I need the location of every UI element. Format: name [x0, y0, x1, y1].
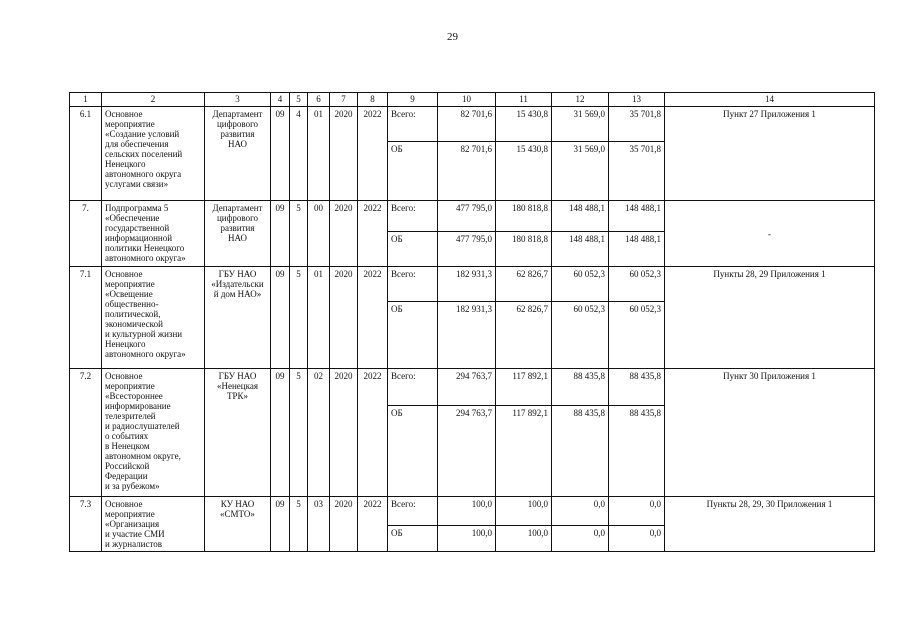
header-cell: 5	[290, 93, 308, 107]
code-5: 5	[290, 369, 308, 497]
amount-total: 477 795,0	[438, 201, 496, 232]
amount-2022: 148 488,1	[609, 201, 665, 232]
amount-2020: 15 430,8	[496, 107, 552, 142]
code-5: 5	[290, 497, 308, 552]
amount-2021: 31 569,0	[552, 142, 609, 201]
amount-2021: 88 435,8	[552, 369, 609, 406]
executor: Департамент цифрового развития НАО	[205, 107, 271, 201]
amount-2022: 35 701,8	[609, 142, 665, 201]
measure-name: Основное мероприятие «Всестороннее информирование телезрителей и радиослушателей о событиях в Ненецком автономном округе, Российской Федерации и за рубежом»	[102, 369, 205, 497]
measure-name: Основное мероприятие «Организация и участие СМИ и журналистов	[102, 497, 205, 552]
year-start: 2020	[330, 267, 358, 369]
table-row	[70, 369, 875, 406]
amount-2022: 148 488,1	[609, 232, 665, 267]
amount-total: 294 763,7	[438, 406, 496, 497]
header-cell: 9	[388, 93, 438, 107]
header-cell: 4	[271, 93, 290, 107]
amount-2022: 60 052,3	[609, 267, 665, 302]
measure-name: Основное мероприятие «Создание условий для обеспечения сельских поселений Ненецкого автономного округа услугами связи»	[102, 107, 205, 201]
amount-2020: 62 826,7	[496, 302, 552, 369]
header-cell: 12	[552, 93, 609, 107]
year-start: 2020	[330, 107, 358, 201]
code-4: 09	[271, 267, 290, 369]
code-4: 09	[271, 497, 290, 552]
amount-2021: 148 488,1	[552, 201, 609, 232]
note: Пункты 28, 29 Приложения 1	[665, 267, 875, 369]
executor: ГБУ НАО «Ненецкая ТРК»	[205, 369, 271, 497]
amount-total: 82 701,6	[438, 142, 496, 201]
row-number: 7.1	[70, 267, 102, 369]
code-4: 09	[271, 107, 290, 201]
amount-2021: 148 488,1	[552, 232, 609, 267]
table-row	[70, 201, 875, 232]
amount-2022: 0,0	[609, 525, 665, 551]
year-end: 2022	[358, 267, 388, 369]
header-cell: 1	[70, 93, 102, 107]
executor: КУ НАО «СМТО»	[205, 497, 271, 552]
header-cell: 2	[102, 93, 205, 107]
amount-2020: 15 430,8	[496, 142, 552, 201]
amount-2020: 117 892,1	[496, 369, 552, 406]
amount-total: 82 701,6	[438, 107, 496, 142]
header-cell: 7	[330, 93, 358, 107]
amount-2021: 0,0	[552, 497, 609, 526]
year-start: 2020	[330, 201, 358, 267]
table-row	[70, 107, 875, 142]
page-number: 29	[447, 31, 458, 43]
row-number: 7.	[70, 201, 102, 267]
table-row	[70, 497, 875, 526]
header-cell: 11	[496, 93, 552, 107]
amount-2020: 117 892,1	[496, 406, 552, 497]
amount-2020: 100,0	[496, 497, 552, 526]
executor: ГБУ НАО «Издательски й дом НАО»	[205, 267, 271, 369]
funding-source: ОБ	[388, 142, 438, 201]
amount-total: 182 931,3	[438, 302, 496, 369]
table-row	[70, 267, 875, 302]
amount-2021: 60 052,3	[552, 302, 609, 369]
year-start: 2020	[330, 369, 358, 497]
header-cell: 14	[665, 93, 875, 107]
funding-source: ОБ	[388, 302, 438, 369]
year-end: 2022	[358, 369, 388, 497]
header-row	[70, 93, 875, 107]
code-6: 00	[308, 201, 330, 267]
row-number: 7.3	[70, 497, 102, 552]
amount-2022: 0,0	[609, 497, 665, 526]
row-number: 6.1	[70, 107, 102, 201]
funding-source: Всего:	[388, 497, 438, 526]
note: Пункт 27 Приложения 1	[665, 107, 875, 201]
measure-name: Подпрограмма 5 «Обеспечение государственной информационной политики Ненецкого автономного округа»	[102, 201, 205, 267]
code-6: 02	[308, 369, 330, 497]
program-table	[69, 92, 875, 552]
header-cell: 6	[308, 93, 330, 107]
code-6: 01	[308, 267, 330, 369]
year-start: 2020	[330, 497, 358, 552]
amount-2020: 62 826,7	[496, 267, 552, 302]
funding-source: Всего:	[388, 369, 438, 406]
funding-source: Всего:	[388, 107, 438, 142]
code-4: 09	[271, 201, 290, 267]
amount-2021: 0,0	[552, 525, 609, 551]
amount-2021: 60 052,3	[552, 267, 609, 302]
code-4: 09	[271, 369, 290, 497]
amount-2020: 100,0	[496, 525, 552, 551]
year-end: 2022	[358, 201, 388, 267]
amount-total: 100,0	[438, 525, 496, 551]
header-cell: 13	[609, 93, 665, 107]
amount-2021: 88 435,8	[552, 406, 609, 497]
funding-source: ОБ	[388, 232, 438, 267]
code-5: 5	[290, 201, 308, 267]
code-5: 4	[290, 107, 308, 201]
funding-source: Всего:	[388, 267, 438, 302]
year-end: 2022	[358, 107, 388, 201]
amount-2020: 180 818,8	[496, 232, 552, 267]
header-cell: 8	[358, 93, 388, 107]
row-number: 7.2	[70, 369, 102, 497]
amount-2022: 35 701,8	[609, 107, 665, 142]
amount-2021: 31 569,0	[552, 107, 609, 142]
amount-2022: 60 052,3	[609, 302, 665, 369]
executor: Департамент цифрового развития НАО	[205, 201, 271, 267]
amount-total: 100,0	[438, 497, 496, 526]
funding-source: Всего:	[388, 201, 438, 232]
code-6: 03	[308, 497, 330, 552]
funding-source: ОБ	[388, 525, 438, 551]
note: Пункты 28, 29, 30 Приложения 1	[665, 497, 875, 552]
amount-total: 294 763,7	[438, 369, 496, 406]
year-end: 2022	[358, 497, 388, 552]
amount-total: 477 795,0	[438, 232, 496, 267]
amount-2022: 88 435,8	[609, 406, 665, 497]
amount-total: 182 931,3	[438, 267, 496, 302]
amount-2020: 180 818,8	[496, 201, 552, 232]
header-cell: 10	[438, 93, 496, 107]
code-5: 5	[290, 267, 308, 369]
note: -	[665, 201, 875, 267]
header-cell: 3	[205, 93, 271, 107]
code-6: 01	[308, 107, 330, 201]
measure-name: Основное мероприятие «Освещение общественно- политической, экономической и культурной жизни Ненецкого автономного округа»	[102, 267, 205, 369]
amount-2022: 88 435,8	[609, 369, 665, 406]
note: Пункт 30 Приложения 1	[665, 369, 875, 497]
funding-source: ОБ	[388, 406, 438, 497]
